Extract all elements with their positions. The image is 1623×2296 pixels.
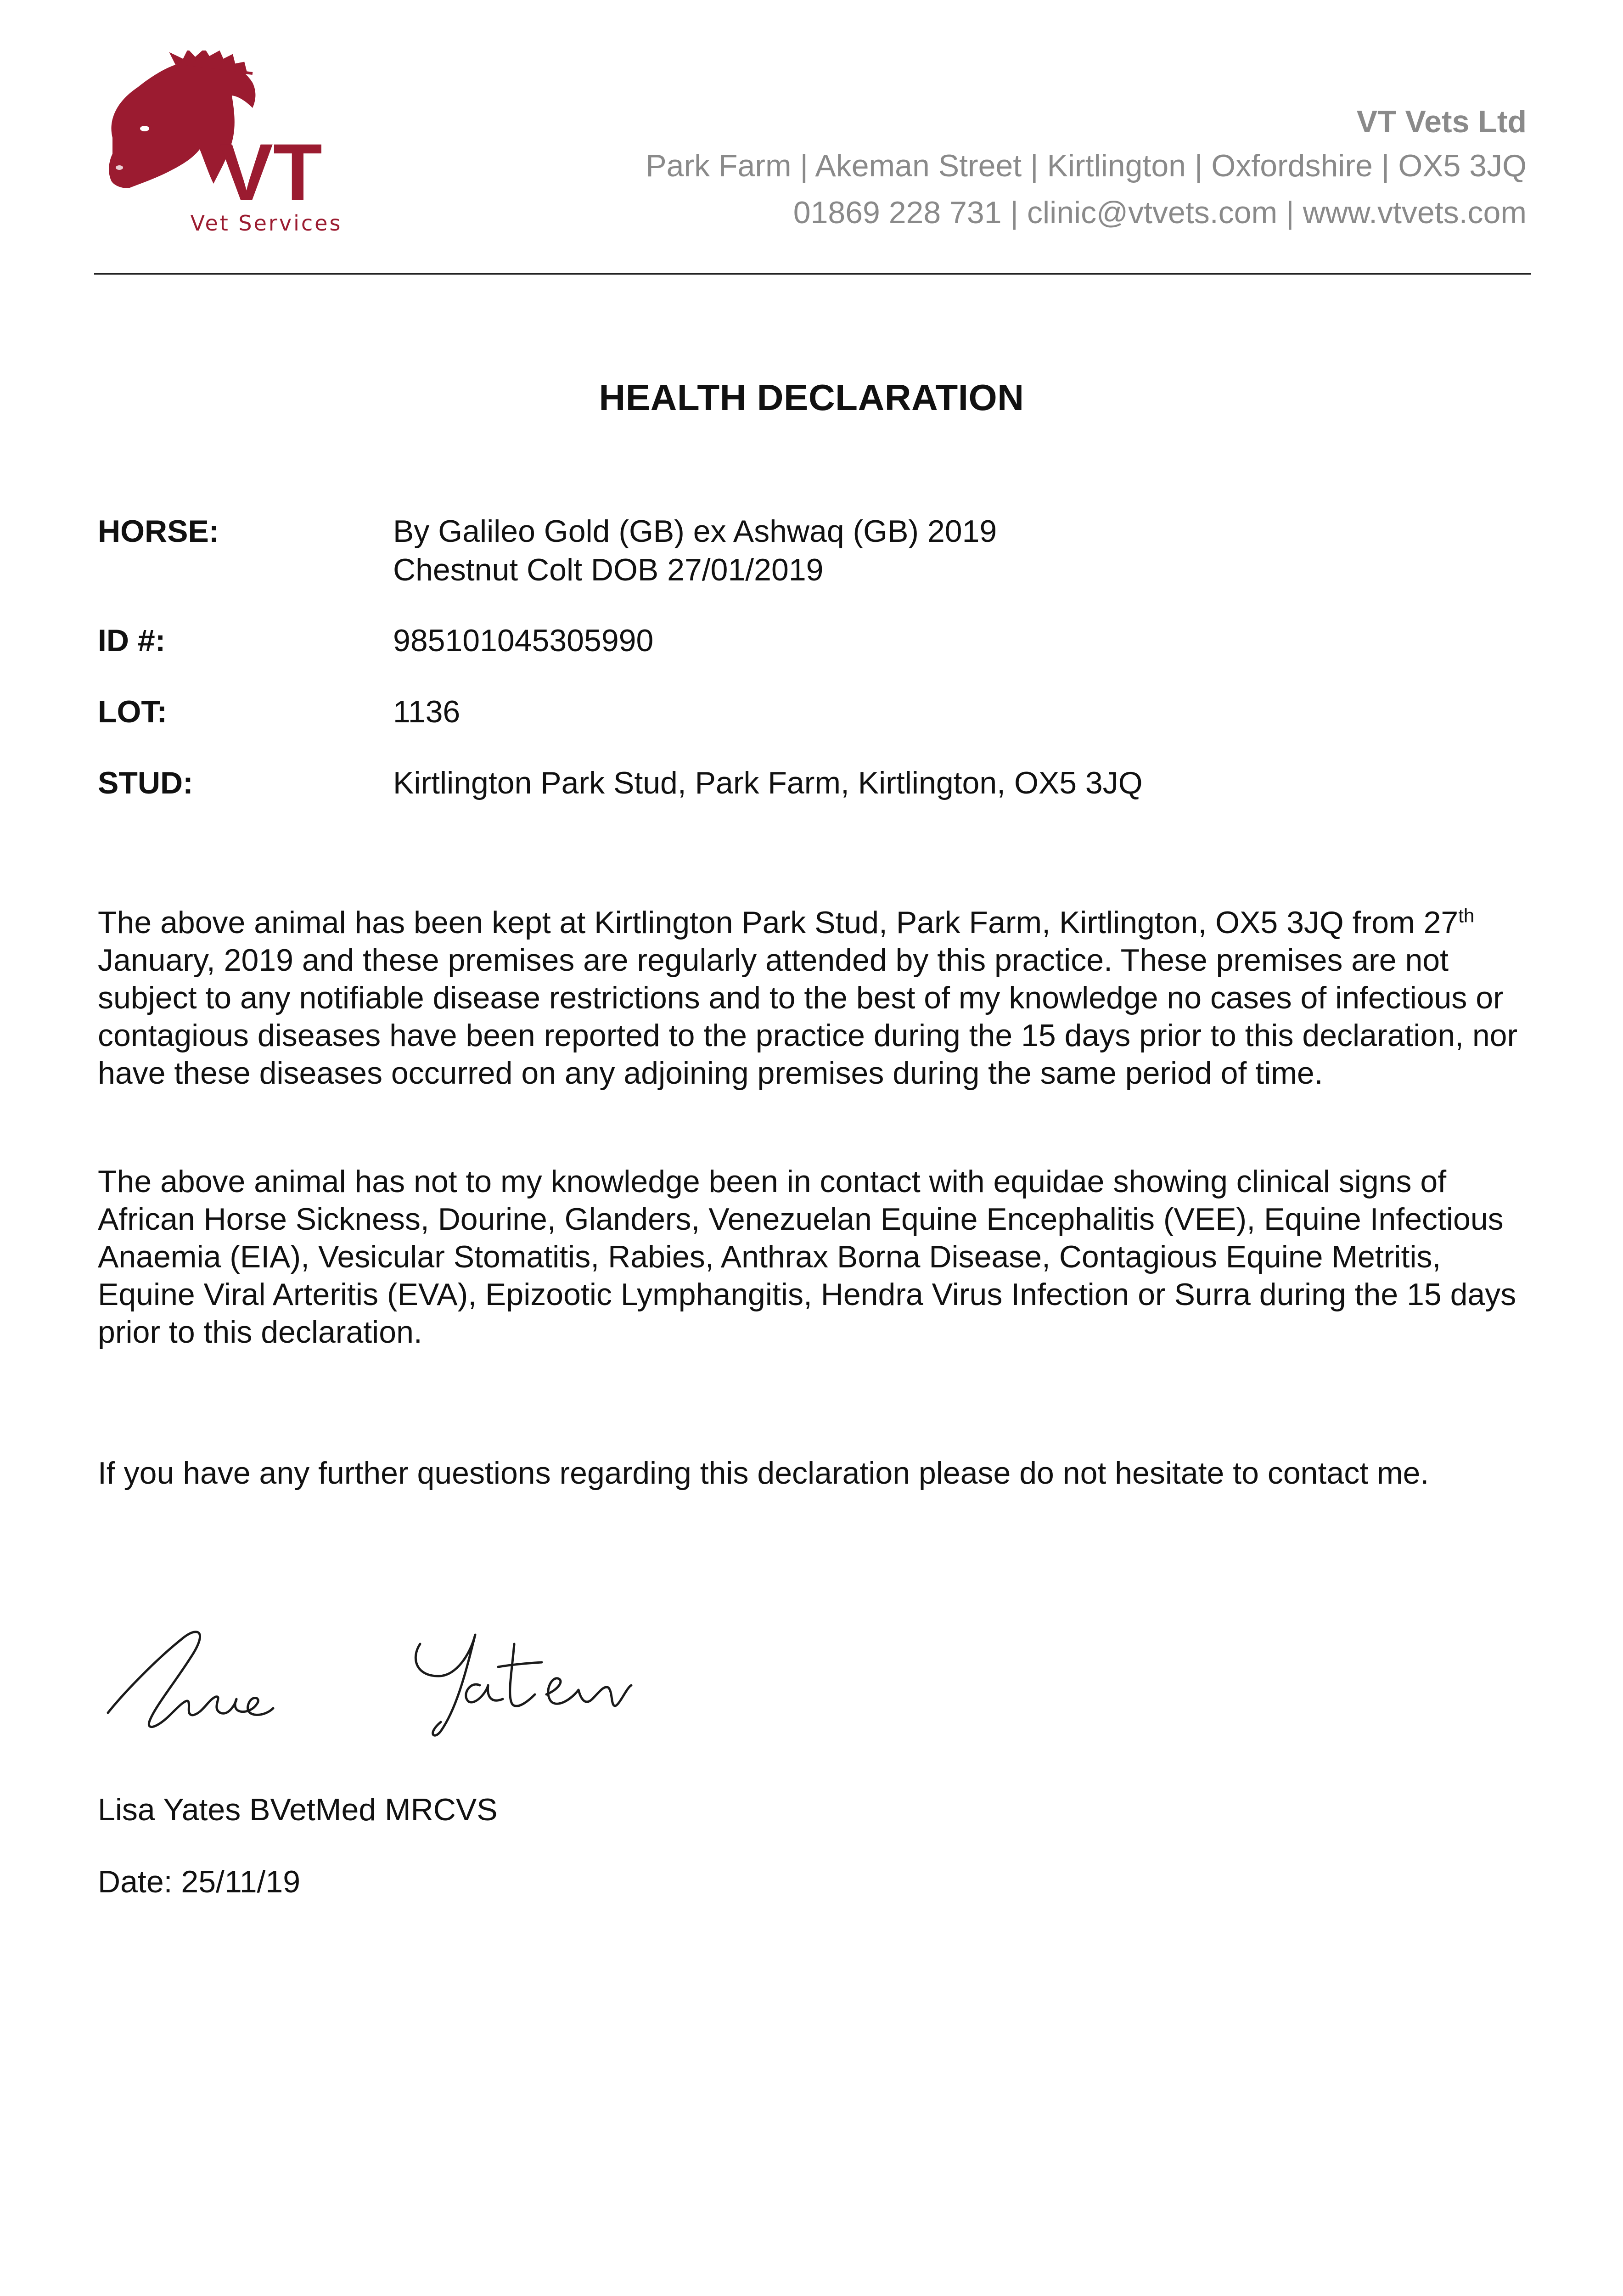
contact-paragraph: If you have any further questions regarding this declaration please do not hesitate to contact me. [98,1456,1429,1491]
lot-value: 1136 [393,694,461,729]
paragraph1-part-b: January, 2019 and these premises are regularly attended by this practice. These premises are not subject to any notifiable disease restrictions and to the best of my knowledge no cases of infectious or contagious diseases have been reported to the practice during the 15 days prior to this declaration, nor have these diseases occurred on any adjoining premises during the same period of time. [98,943,1518,1091]
declaration-date: Date: 25/11/19 [98,1864,301,1899]
logo-subtitle: Vet Services [190,211,343,236]
horse-value [393,512,1495,589]
signature-drawing [99,1607,709,1745]
horse-value-line2: Chestnut Colt DOB 27/01/2019 [393,552,824,587]
declaration-paragraph-2: The above animal has not to my knowledge been in contact with equidae showing clinical signs of African Horse Sickness, Dourine, Glanders, Venezuelan Equine Encephalitis (VEE), Equine Infectious Anaemia (EIA), Vesicular Stomatitis, Rabies, Anthrax Borna Disease, Contagious Equine Metritis, Equine Viral Arteritis (EVA), Epizootic Lymphangitis, Hendra Virus Infection or Surra during the 15 days prior to this declaration. [98,1164,1516,1350]
horse-label: HORSE: [98,514,219,549]
horse-head-logo-icon [94,51,351,243]
declaration-paragraph-1 [98,904,1535,1092]
company-header [646,101,1527,236]
lot-label: LOT: [98,694,168,729]
signer-name: Lisa Yates BVetMed MRCVS [98,1792,498,1827]
stud-label: STUD: [98,765,193,800]
id-label: ID #: [98,623,166,658]
horse-eye-shape [140,126,149,131]
header-divider [94,273,1531,275]
stud-value: Kirtlington Park Stud, Park Farm, Kirtlington, OX5 3JQ [393,765,1143,800]
id-value: 985101045305990 [393,623,654,658]
company-logo [94,51,351,243]
company-name: VT Vets Ltd [1356,104,1527,139]
company-address: Park Farm | Akeman Street | Kirtlington | Oxfordshire | OX5 3JQ [646,148,1527,183]
handwritten-signature [99,1607,709,1745]
page-title: HEALTH DECLARATION [599,377,1024,418]
company-contact: 01869 228 731 | clinic@vtvets.com | www.vtvets.com [793,195,1527,230]
horse-value-line1: By Galileo Gold (GB) ex Ashwaq (GB) 2019 [393,514,997,549]
paragraph1-part-a: The above animal has been kept at Kirtlington Park Stud, Park Farm, Kirtlington, OX5 3JQ from 27 [98,905,1459,940]
logo-letters: VT [219,128,322,217]
horse-nostril-shape [116,165,123,170]
paragraph1-superscript: th [1458,905,1475,927]
